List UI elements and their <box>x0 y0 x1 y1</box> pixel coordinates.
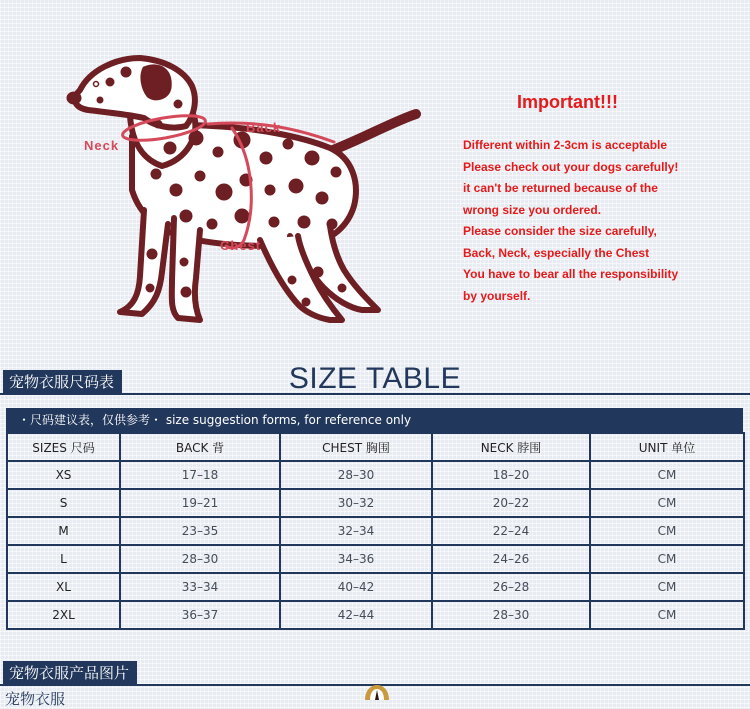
notice-line: Please check out your dogs carefully! <box>463 159 679 174</box>
cell-size: S <box>7 489 120 517</box>
cell-unit: CM <box>590 461 744 489</box>
notice-line: Back, Neck, especially the Chest <box>463 245 650 260</box>
cell-chest: 34–36 <box>280 545 432 573</box>
table-row <box>7 545 744 573</box>
cell-neck: 28–30 <box>432 601 590 629</box>
size-table-title: SIZE TABLE <box>288 362 462 395</box>
cell-back: 23–35 <box>120 517 280 545</box>
important-notice <box>463 92 743 307</box>
notice-line: wrong size you ordered. <box>463 202 602 217</box>
header-unit: UNIT 单位 <box>590 433 744 461</box>
cell-back: 28–30 <box>120 545 280 573</box>
notice-line: Please consider the size carefully, <box>463 224 657 238</box>
header-neck: NECK 脖围 <box>432 433 590 461</box>
table-row <box>7 489 744 517</box>
chest-label: Chest <box>220 238 262 253</box>
cell-size: 2XL <box>7 601 120 629</box>
table-row <box>7 517 744 545</box>
size-table <box>6 432 745 630</box>
photo-section-label: 宠物衣服产品图片 <box>3 661 137 685</box>
table-header-row <box>7 433 744 461</box>
cell-unit: CM <box>590 489 744 517</box>
dalmatian-dog-illustration <box>60 40 440 340</box>
cell-back: 17–18 <box>120 461 280 489</box>
cell-unit: CM <box>590 517 744 545</box>
cell-chest: 40–42 <box>280 573 432 601</box>
cell-back: 19–21 <box>120 489 280 517</box>
header-chest: CHEST 胸围 <box>280 433 432 461</box>
cell-size: XS <box>7 461 120 489</box>
notice-line: You have to bear all the responsibility <box>463 267 679 281</box>
size-table-container <box>6 408 743 630</box>
cell-unit: CM <box>590 601 744 629</box>
cell-chest: 30–32 <box>280 489 432 517</box>
cell-back: 33–34 <box>120 573 280 601</box>
notice-line: by yourself. <box>463 288 531 303</box>
notice-title: Important!!! <box>517 92 618 112</box>
cell-chest: 42–44 <box>280 601 432 629</box>
notice-line: it can't be returned because of the <box>463 181 658 195</box>
cell-unit: CM <box>590 573 744 601</box>
back-label: Back <box>246 120 282 135</box>
cell-unit: CM <box>590 545 744 573</box>
table-row <box>7 461 744 489</box>
cell-neck: 20–22 <box>432 489 590 517</box>
header-back: BACK 背 <box>120 433 280 461</box>
cell-chest: 28–30 <box>280 461 432 489</box>
cell-size: L <box>7 545 120 573</box>
product-image-peek <box>362 684 392 700</box>
neck-label: Neck <box>84 138 120 153</box>
notice-line: Different within 2-3cm is acceptable <box>463 138 668 152</box>
size-section-label: 宠物衣服尺码表 <box>3 370 122 394</box>
cell-neck: 22–24 <box>432 517 590 545</box>
header-sizes: SIZES 尺码 <box>7 433 120 461</box>
cell-size: XL <box>7 573 120 601</box>
table-row <box>7 601 744 629</box>
cell-back: 36–37 <box>120 601 280 629</box>
cell-chest: 32–34 <box>280 517 432 545</box>
cell-neck: 18–20 <box>432 461 590 489</box>
photo-sub-label: 宠物衣服 <box>5 690 66 708</box>
cell-neck: 24–26 <box>432 545 590 573</box>
table-row <box>7 573 744 601</box>
cell-size: M <box>7 517 120 545</box>
table-banner: ・尺码建议表，仅供参考・ size suggestion forms, for reference only <box>6 408 743 432</box>
cell-neck: 26–28 <box>432 573 590 601</box>
